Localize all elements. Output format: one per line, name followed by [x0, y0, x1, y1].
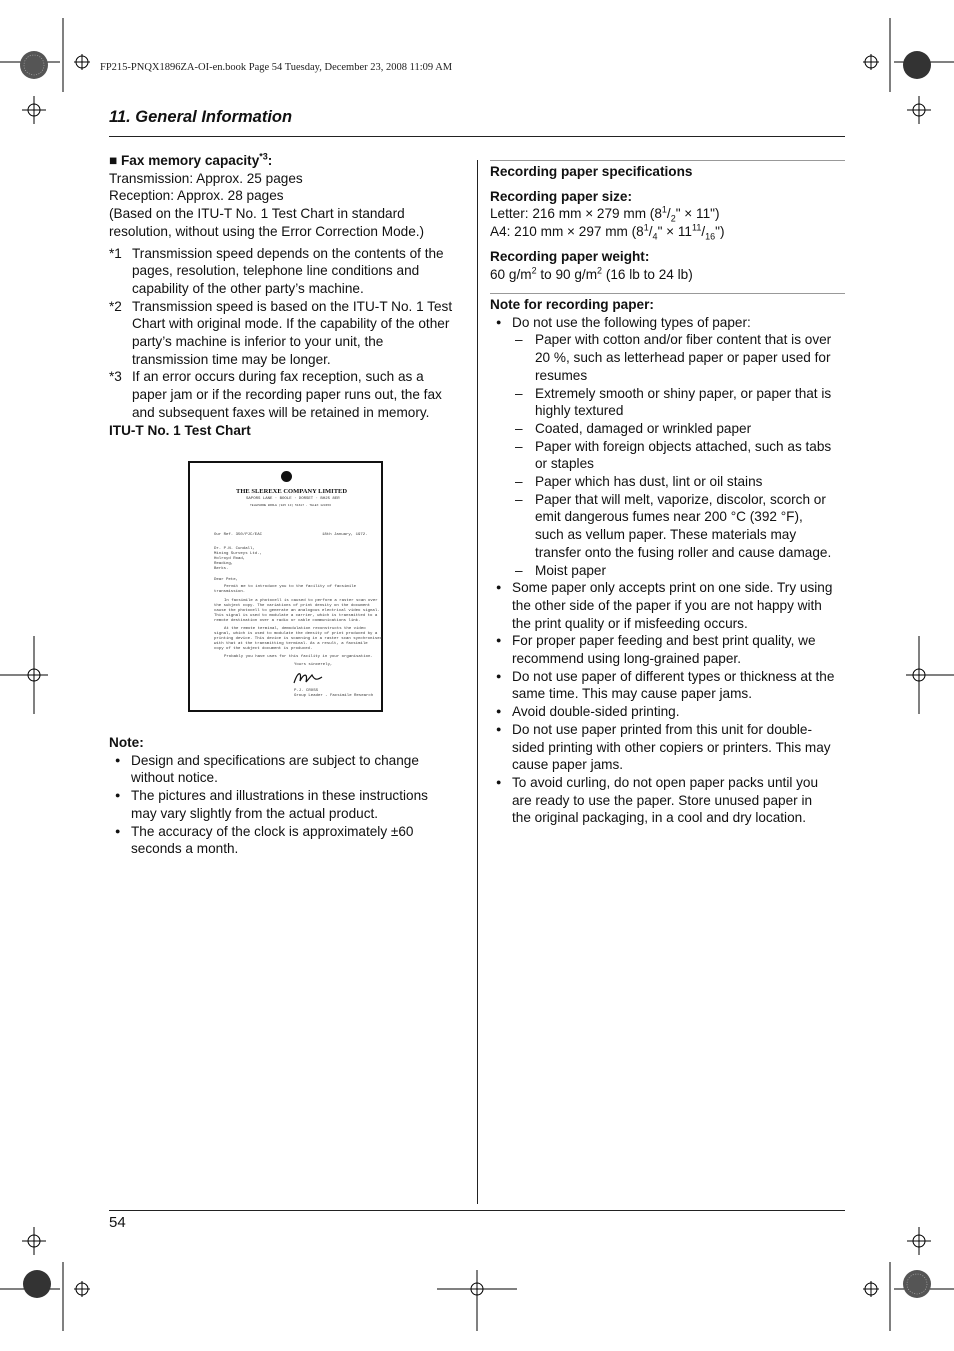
note-title: Note: [109, 735, 144, 750]
weight-title: Recording paper weight: [490, 248, 650, 264]
chart-body-line: remote destination over a radio or cable communications link. [214, 619, 361, 623]
chart-address-line: Mining Surveys Ltd., [214, 552, 263, 556]
chart-company-name: THE SLEREXE COMPANY LIMITED [236, 488, 348, 495]
paper-bullet [490, 632, 850, 667]
bullet-icon: ● [115, 825, 121, 836]
note-line: Design and specifications are subject to change [131, 752, 419, 768]
dash-icon: – [515, 332, 523, 348]
paper-type-item [490, 562, 850, 580]
bullet-line: sided printing with other copiers or printers. This may [512, 739, 831, 755]
bullet-line: same time. This may cause paper jams. [512, 686, 752, 702]
chart-body-line: Probably you have uses for this facility in your organisation. [224, 655, 373, 659]
fax-memory-title: ■ Fax memory capacity [109, 153, 260, 168]
a4-text: A4: 210 mm × 297 mm (8 [490, 224, 644, 240]
bullet-icon: ● [496, 706, 502, 717]
chart-body-line: transmission. [214, 590, 246, 594]
footer-rule [109, 1210, 845, 1211]
note-item [109, 752, 469, 787]
page-number: 54 [109, 1214, 126, 1231]
paper-type-item [490, 420, 850, 438]
bullet-line: Some paper only accepts print on one side. Try using [512, 580, 833, 596]
bullet-line: recommend using long-grained paper. [512, 651, 741, 667]
paper-type-item [490, 331, 850, 384]
dash-line: Extremely smooth or shiny paper, or paper that is [535, 385, 832, 401]
test-chart-title: ITU-T No. 1 Test Chart [109, 422, 251, 438]
dash-line: transfer onto the fusing roller and cause damage. [535, 544, 832, 560]
weight-text-mid: to 90 g/m [536, 266, 598, 282]
footnote-line: paper jam or if the recording paper runs out, the fax [132, 387, 442, 403]
bullet-line: the print quality or if misfeeding occurs. [512, 615, 748, 631]
bullet-line: are ready to use the paper. Store unused paper in [512, 792, 813, 808]
book-file-info: FP215-PNQX1896ZA-OI-en.book Page 54 Tuesday, December 23, 2008 11:09 AM [100, 62, 453, 73]
dash-line: Paper that will melt, vaporize, discolor, scorch or [535, 491, 826, 507]
a4-text-end: ") [715, 224, 725, 240]
footnote-3 [109, 368, 469, 421]
weight-exp: 2 [531, 264, 537, 275]
dash-line: Coated, damaged or wrinkled paper [535, 420, 752, 436]
dash-line: Paper which has dust, lint or oil stains [535, 474, 763, 490]
footnote-line: If an error occurs during fax reception, such as a [132, 369, 424, 385]
chart-body-line: the subject copy. The variations of print density on the document [214, 604, 371, 608]
bullet-line: cause paper jams. [512, 757, 624, 773]
specs-top-rule [490, 160, 845, 161]
weight-text: 60 g/m [490, 266, 532, 282]
chart-address-line: Reading, [214, 562, 234, 566]
bullet-line: Do not use paper of different types or thickness at the [512, 668, 835, 684]
dash-line: Paper with cotton and/or fiber content that is over [535, 332, 832, 348]
fax-memory-line: Transmission: Approx. 25 pages [109, 170, 303, 186]
bullet-icon: ● [496, 670, 502, 681]
bullet-icon: ● [496, 723, 502, 734]
paper-bullet [490, 314, 850, 332]
fraction-den: 2 [670, 214, 676, 225]
note-line: The accuracy of the clock is approximately ±60 [131, 823, 414, 839]
note-item [109, 787, 469, 822]
company-logo-icon [281, 471, 292, 482]
fraction-den: 4 [652, 231, 658, 242]
column-divider [477, 160, 478, 1204]
paper-bullet-text: Do not use the following types of paper: [512, 314, 751, 330]
footnote-line: Transmission speed is based on the ITU-T No. 1 Test [132, 298, 453, 314]
note-line: without notice. [131, 770, 218, 786]
bullet-line: Avoid double-sided printing. [512, 704, 680, 720]
fraction-num: 1 [643, 222, 649, 233]
note-top-rule [490, 293, 845, 294]
footnote-line: and subsequent faxes will be retained in memory. [132, 404, 430, 420]
chart-phone: TELEPHONE BOOLE (945 13) 51617 · TELEX 123456 [250, 504, 332, 507]
dash-icon: – [515, 385, 523, 401]
paper-bullet [490, 579, 850, 632]
bullet-line: For proper paper feeding and best print quality, we [512, 633, 816, 649]
fax-memory-colon: : [267, 153, 273, 168]
dash-line: or staples [535, 456, 594, 472]
note-line: The pictures and illustrations in these instructions [131, 788, 428, 804]
chart-signer: P.J. CROSS [294, 689, 319, 693]
a4-text-mid: " × 11 [657, 224, 692, 240]
fax-memory-footnote-ref: *3 [259, 151, 268, 162]
chart-address: SAPORS LANE · BOOLE · DORSET · BH25 8ER [246, 497, 340, 501]
bullet-line: the original packaging, in a cool and dry location. [512, 810, 806, 826]
chart-body-line: This signal is used to modulate a carrier, which is transmitted to a [214, 614, 378, 618]
chart-body-line: copy of the subject document is produced. [214, 647, 313, 651]
fraction-den: 16 [705, 231, 716, 242]
bullet-line: the other side of the paper if you are not happy with [512, 597, 822, 613]
dash-line: Paper with foreign objects attached, such as tabs [535, 438, 832, 454]
header-rule [109, 136, 845, 137]
paper-type-item [490, 491, 850, 562]
paper-bullet [490, 721, 850, 774]
bullet-icon: ● [496, 316, 502, 327]
fraction-slash: / [648, 224, 653, 240]
footnote-line: party’s machine is inferior to your unit, the [132, 334, 384, 350]
chart-signer-title: Group Leader - Facsimile Research [294, 694, 374, 698]
chart-body-line: Permit me to introduce you to the facility of facsimile [224, 585, 357, 589]
chart-address-line: Dr. P.N. Cundall, [214, 547, 255, 551]
chart-salutation: Dear Pete, [214, 578, 239, 582]
footnote-line: capability of the other party’s machine. [132, 280, 364, 296]
fax-memory-heading [109, 152, 469, 170]
left-column [109, 152, 469, 439]
fraction-num: 11 [692, 222, 702, 233]
signature-graphic [292, 669, 326, 687]
dash-line: resumes [535, 367, 588, 383]
footnote-2 [109, 298, 469, 369]
bullet-line: To avoid curling, do not open paper packs until you [512, 774, 819, 790]
footnote-mark: *3 [109, 369, 122, 385]
dash-icon: – [515, 438, 523, 454]
size-title: Recording paper size: [490, 188, 633, 204]
dash-line: emit dangerous fumes near 200 °C (392 °F), [535, 509, 803, 525]
bullet-icon: ● [115, 790, 121, 801]
dash-line: Moist paper [535, 562, 607, 578]
chart-body-line: At the remote terminal, demodulation reconstructs the video [224, 627, 366, 631]
fax-memory-line: (Based on the ITU-T No. 1 Test Chart in standard [109, 206, 405, 222]
note-line: seconds a month. [131, 841, 239, 857]
chart-body-line: signal, which is used to modulate the density of print produced by a [214, 632, 378, 636]
footnote-line: Chart with original mode. If the capability of the other [132, 316, 450, 332]
paper-bullet [490, 703, 850, 721]
bullet-icon: ● [115, 754, 121, 765]
fraction-slash: / [666, 206, 671, 222]
chart-date: 18th January, 1972. [322, 533, 368, 537]
footnote-1 [109, 245, 469, 298]
chart-closing: Yours sincerely, [294, 663, 333, 667]
footnote-line: pages, resolution, telephone line conditions and [132, 263, 420, 279]
bullet-icon: ● [496, 776, 502, 787]
note-section [109, 734, 469, 858]
dash-icon: – [515, 474, 523, 490]
fraction-num: 1 [661, 204, 667, 215]
paper-type-item [490, 385, 850, 420]
dash-line: 20 %, such as letterhead paper or paper used for [535, 350, 831, 366]
letter-text-end: " × 11") [675, 206, 720, 222]
footnote-mark: *2 [109, 298, 122, 314]
specs-title: Recording paper specifications [490, 164, 693, 179]
dash-icon: – [515, 420, 523, 436]
weight-exp: 2 [597, 264, 603, 275]
footnote-mark: *1 [109, 245, 122, 261]
footnote-line: Transmission speed depends on the contents of the [132, 245, 444, 261]
paper-type-item [490, 473, 850, 491]
paper-weight [490, 266, 848, 284]
fax-memory-line: Reception: Approx. 28 pages [109, 188, 284, 204]
paper-bullet [490, 668, 850, 703]
itu-test-chart-image [188, 461, 383, 712]
chart-body-line: with that at the transmitting terminal. As a result, a facsimile [214, 642, 368, 646]
weight-text-end: (16 lb to 24 lb) [602, 266, 693, 282]
chart-body-line: printing device. This device is scanning in a raster scan synchronised [214, 637, 383, 641]
paper-type-item [490, 438, 850, 473]
letter-size [490, 205, 848, 223]
bullet-icon: ● [496, 582, 502, 593]
paper-bullet [490, 774, 850, 827]
right-column [490, 163, 848, 283]
recording-note-title: Note for recording paper: [490, 297, 654, 312]
note-item [109, 823, 469, 858]
bullet-line: Do not use paper printed from this unit for double- [512, 721, 812, 737]
footnote-line: transmission time may be longer. [132, 351, 331, 367]
chart-body-line: cause the photocell to generate an analogous electrical video signal. [214, 609, 380, 613]
a4-size [490, 223, 848, 241]
letter-text: Letter: 216 mm × 279 mm (8 [490, 206, 662, 222]
fax-memory-line: resolution, without using the Error Correction Mode.) [109, 223, 425, 239]
dash-icon: – [515, 491, 523, 507]
chart-ref: Our Ref. 350/PJC/EAC [214, 533, 263, 537]
section-title: 11. General Information [109, 108, 293, 126]
note-line: may vary slightly from the actual product. [131, 805, 379, 821]
fraction-slash: / [701, 224, 706, 240]
chart-address-line: Berks. [214, 567, 229, 571]
chart-address-line: Holroyd Road, [214, 557, 246, 561]
dash-line: such as vellum paper. These materials may [535, 527, 797, 543]
dash-icon: – [515, 562, 523, 578]
dash-line: highly textured [535, 403, 624, 419]
recording-note-section [490, 296, 850, 827]
bullet-icon: ● [496, 635, 502, 646]
chart-body-line: In facsimile a photocell is caused to perform a raster scan over [224, 599, 378, 603]
